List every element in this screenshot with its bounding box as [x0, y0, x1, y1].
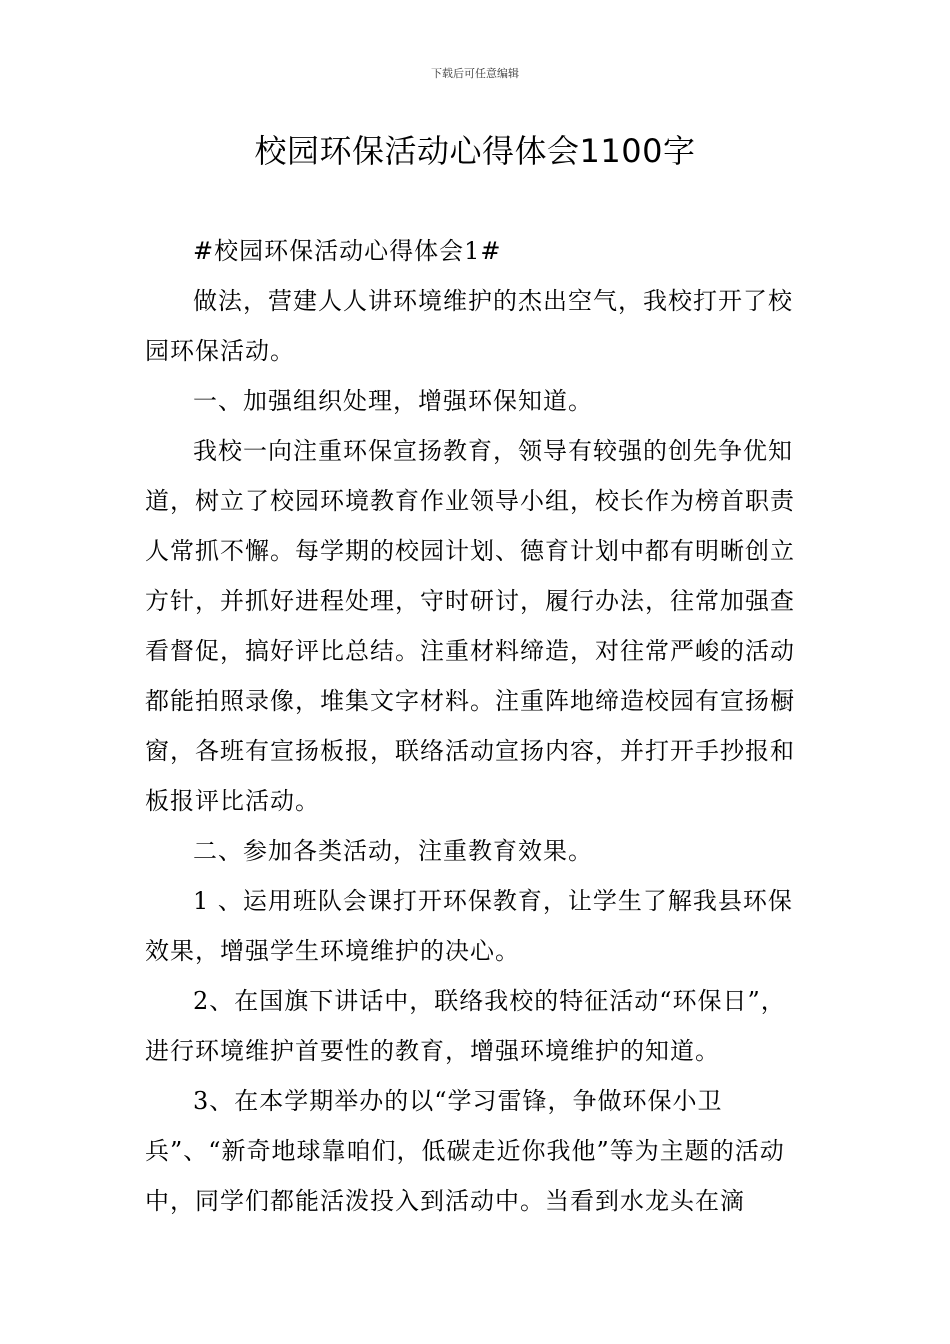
- paragraph-section-heading: #校园环保活动心得体会1#: [193, 237, 502, 265]
- paragraph-item-three: 3、在本学期举办的以“学习雷锋，争做环保小卫兵”、“新奇地球靠咱们，低碳走近你我他”等为主题的活动中，同学们都能活泼投入到活动中。当看到水龙头在滴: [145, 1087, 785, 1215]
- header-note: 下载后可任意编辑: [431, 67, 519, 80]
- paragraph-intro: 做法，营建人人讲环境维护的杰出空气，我校打开了校园环保活动。: [145, 287, 793, 365]
- paragraph-heading-two: 二、参加各类活动，注重教育效果。: [193, 837, 593, 865]
- paragraph-heading-one: 一、加强组织处理，增强环保知道。: [193, 387, 593, 415]
- document-title: 校园环保活动心得体会1100字: [254, 132, 696, 170]
- paragraph-item-two: 2、在国旗下讲话中，联络我校的特征活动“环保日”，进行环境维护首要性的教育，增强环境维护的知道。: [145, 987, 786, 1065]
- document-body: [145, 226, 807, 1226]
- paragraph-item-one: 1 、运用班队会课打开环保教育，让学生了解我县环保效果，增强学生环境维护的决心。: [145, 887, 793, 965]
- paragraph-organization: 我校一向注重环保宣扬教育，领导有较强的创先争优知道，树立了校园环境教育作业领导小组，校长作为榜首职责人常抓不懈。每学期的校园计划、德育计划中都有明晰创立方针，并抓好进程处理，守时研讨，履行办法，往常加强查看督促，搞好评比总结。注重材料缔造，对往常严峻的活动都能拍照录像，堆集文字材料。注重阵地缔造校园有宣扬橱窗，各班有宣扬板报，联络活动宣扬内容，并打开手抄报和板报评比活动。: [145, 437, 795, 815]
